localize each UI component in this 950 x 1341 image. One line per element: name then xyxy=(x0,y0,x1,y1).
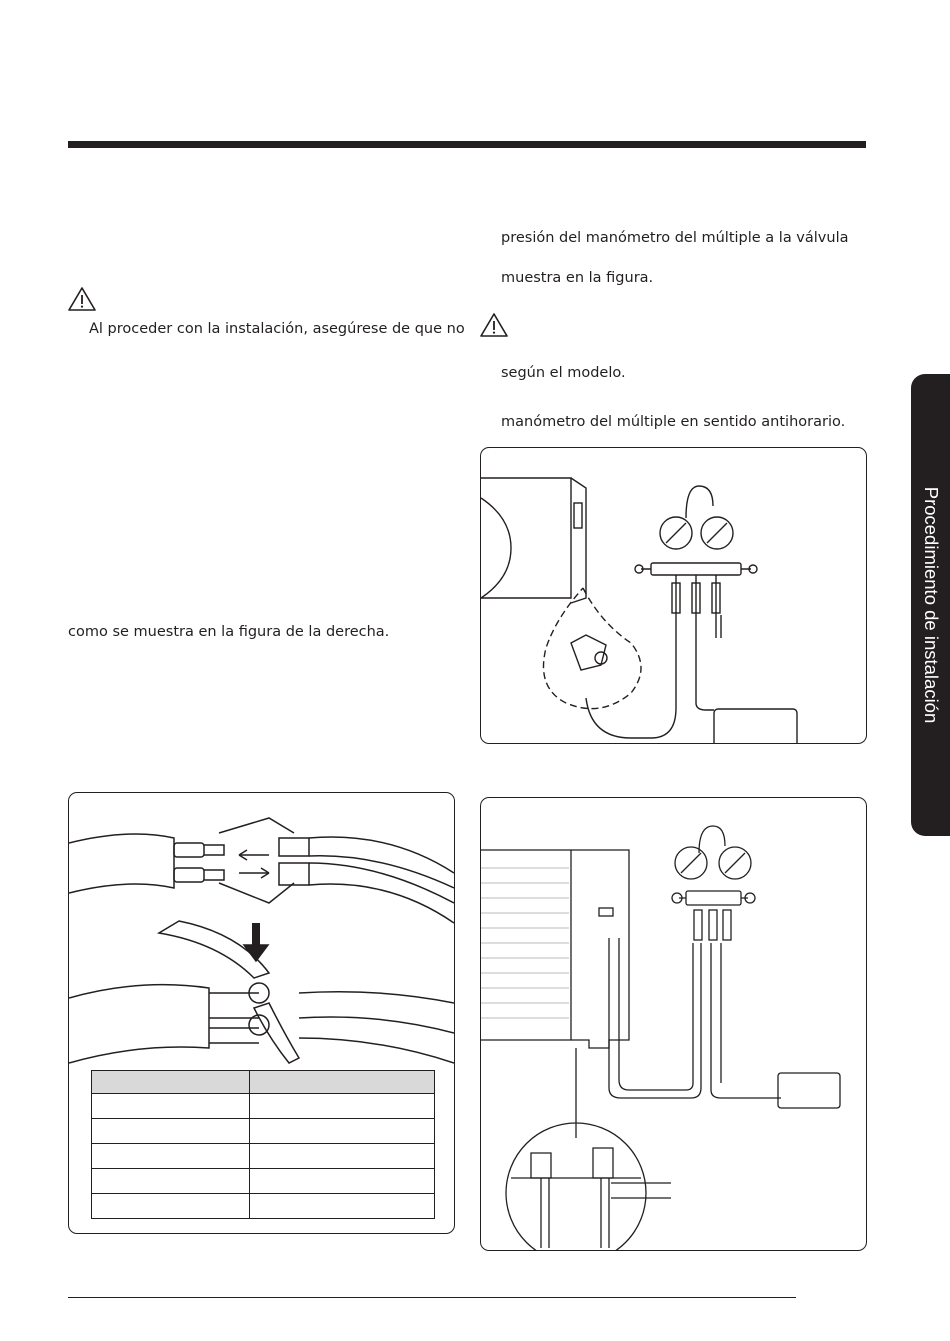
table-row xyxy=(92,1169,435,1194)
table-header-row xyxy=(92,1071,435,1094)
table-row xyxy=(92,1119,435,1144)
section-tab xyxy=(911,374,950,836)
instruction-line-4: manómetro del múltiple en sentido antihorario. xyxy=(501,414,846,430)
manifold-gauge-figure-2 xyxy=(480,797,867,1251)
figure-note: como se muestra en la figura de la derecha. xyxy=(68,624,390,640)
instruction-line-2: muestra en la figura. xyxy=(501,270,654,286)
torque-table xyxy=(91,1070,435,1219)
warning-icon xyxy=(479,312,509,338)
table-row xyxy=(92,1144,435,1169)
instruction-line-3: según el modelo. xyxy=(501,365,626,381)
section-tab-label: Procedimiento de instalación xyxy=(920,486,942,724)
warning-icon xyxy=(67,286,97,312)
instruction-line-1: presión del manómetro del múltiple a la válvula xyxy=(501,230,849,246)
manifold-gauge-figure-1 xyxy=(480,447,867,744)
manifold-gauge-illustration-1 xyxy=(481,448,866,743)
pipe-connection-illustration xyxy=(69,793,454,1073)
header-rule xyxy=(68,141,866,148)
caution-text: Al proceder con la instalación, asegúrese de que no xyxy=(89,321,465,337)
manifold-gauge-illustration-2 xyxy=(481,798,866,1250)
pipe-connection-figure xyxy=(68,792,455,1234)
table-row xyxy=(92,1194,435,1219)
footer-rule xyxy=(68,1297,796,1298)
table-row xyxy=(92,1094,435,1119)
